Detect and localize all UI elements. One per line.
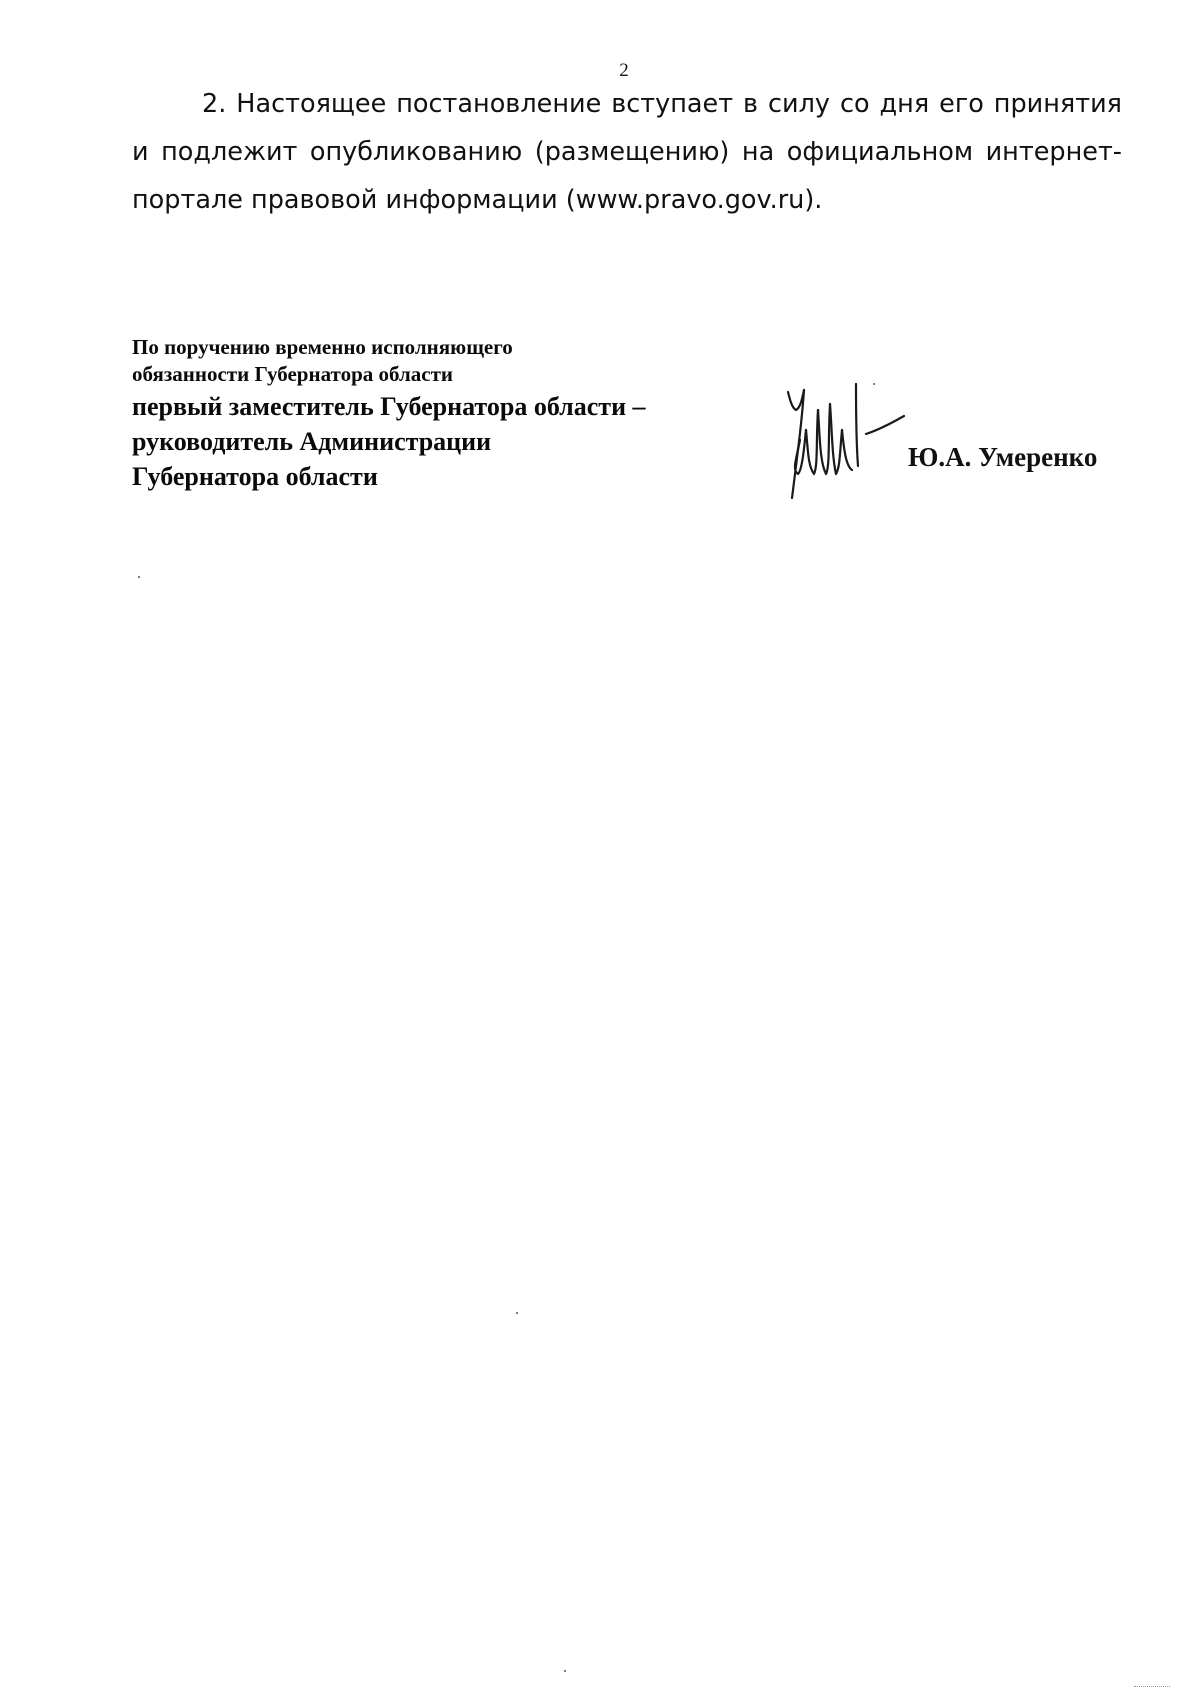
scan-speck xyxy=(138,576,140,578)
signer-position-line-1: первый заместитель Губернатора области – xyxy=(132,392,646,421)
scan-speck xyxy=(564,1670,566,1672)
scan-edge-marks xyxy=(1134,1686,1170,1693)
signer-position-line-3: Губернатора области xyxy=(132,462,378,491)
handwritten-signature xyxy=(770,370,920,520)
signer-position-line-2: руководитель Администрации xyxy=(132,427,492,456)
signer-authority-line-2: обязанности Губернатора области xyxy=(132,362,453,386)
signer-name: Ю.А. Умеренко xyxy=(908,442,1098,472)
scan-speck xyxy=(873,383,875,385)
signature-block xyxy=(132,334,646,493)
paragraph-2: 2. Настоящее постановление вступает в силу со дня его принятия и подлежит опубликованию (размещению) на официальном интернет-портале правовой информации (www.pravo.gov.ru). xyxy=(132,89,1122,215)
page-number: 2 xyxy=(619,60,629,81)
signer-authority-line-1: По поручению временно исполняющего xyxy=(132,335,513,359)
scan-speck xyxy=(516,1312,518,1314)
